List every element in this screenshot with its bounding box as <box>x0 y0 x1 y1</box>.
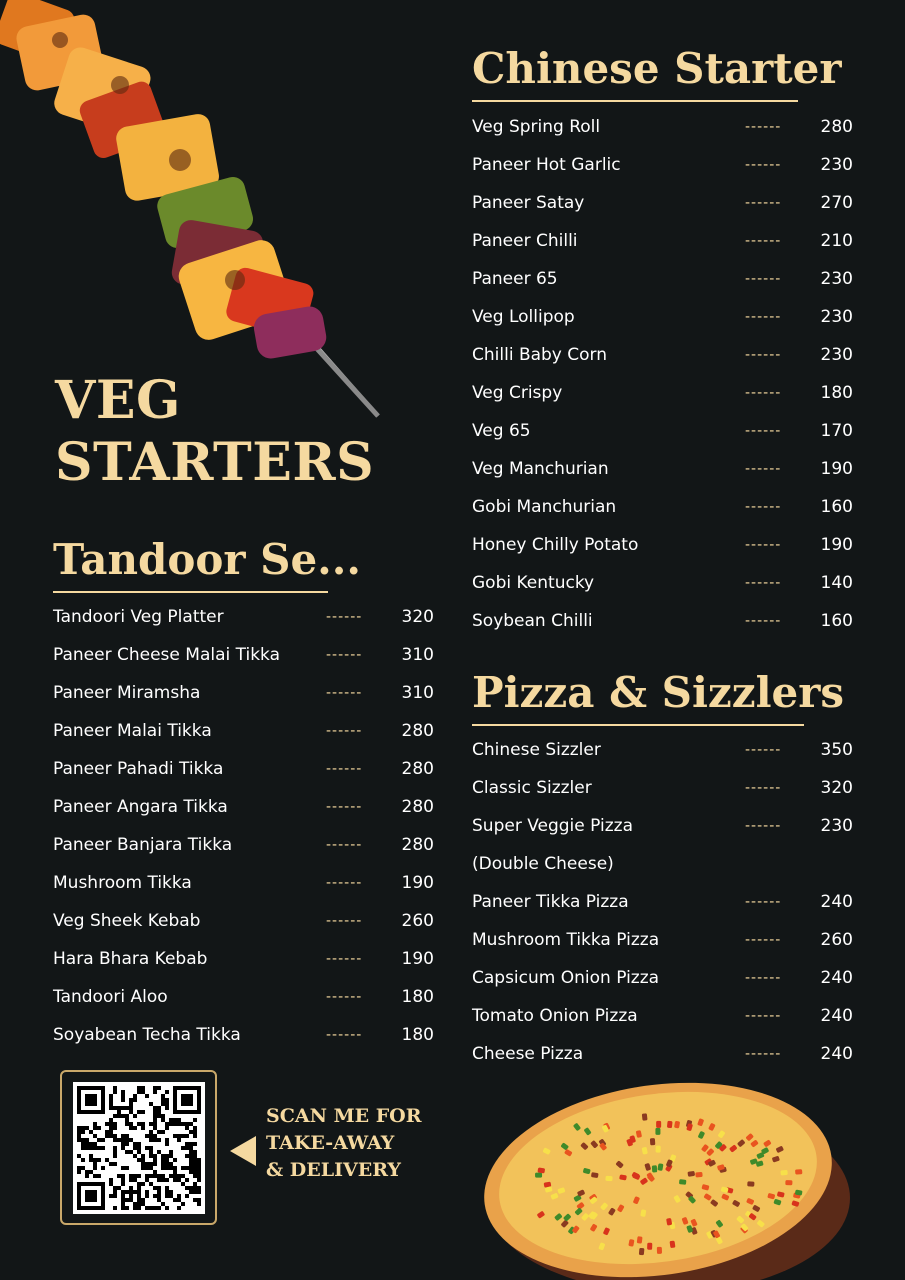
item-leader-dashes: ------ <box>745 537 782 553</box>
item-leader-dashes: ------ <box>745 970 782 986</box>
menu-item <box>53 636 434 674</box>
menu-item <box>53 674 434 712</box>
item-name: Paneer Hot Garlic <box>472 155 621 175</box>
item-name: Honey Chilly Potato <box>472 535 639 555</box>
menu-item <box>472 298 853 336</box>
item-name: Paneer Cheese Malai Tikka <box>53 645 281 665</box>
item-name: Gobi Kentucky <box>472 573 595 593</box>
item-name: Paneer Satay <box>472 193 585 213</box>
item-name: Paneer 65 <box>472 269 558 289</box>
item-name: Tomato Onion Pizza <box>472 1006 638 1026</box>
item-leader-dashes: ------ <box>745 233 782 249</box>
item-name: Paneer Miramsha <box>53 683 201 703</box>
item-leader-dashes: ------ <box>326 913 363 929</box>
menu-item <box>472 222 853 260</box>
item-price: 160 <box>820 497 853 517</box>
item-price: 180 <box>820 383 853 403</box>
item-name: Chinese Sizzler <box>472 740 601 760</box>
menu-item <box>472 374 853 412</box>
item-leader-dashes: ------ <box>745 157 782 173</box>
item-price: 320 <box>820 778 853 798</box>
item-leader-dashes: ------ <box>745 385 782 401</box>
menu-item <box>472 807 853 845</box>
item-name: Veg Sheek Kebab <box>53 911 201 931</box>
item-leader-dashes: ------ <box>745 742 782 758</box>
item-price: 210 <box>820 231 853 251</box>
item-name: Classic Sizzler <box>472 778 592 798</box>
item-leader-dashes: ------ <box>326 761 363 777</box>
menu-item <box>472 883 853 921</box>
item-name: Mushroom Tikka <box>53 873 192 893</box>
item-name: Veg Manchurian <box>472 459 609 479</box>
menu-item <box>472 450 853 488</box>
menu-item <box>472 146 853 184</box>
page-title <box>55 370 374 494</box>
item-leader-dashes: ------ <box>326 951 363 967</box>
item-price: 240 <box>820 1006 853 1026</box>
menu-item <box>472 997 853 1035</box>
item-leader-dashes: ------ <box>745 499 782 515</box>
menu-item <box>472 959 853 997</box>
menu-item <box>472 336 853 374</box>
item-leader-dashes: ------ <box>745 423 782 439</box>
item-name: Chilli Baby Corn <box>472 345 608 365</box>
item-leader-dashes: ------ <box>745 461 782 477</box>
item-name: Tandoori Veg Platter <box>53 607 224 627</box>
scan-line-2: TAKE-AWAY <box>266 1132 395 1154</box>
item-leader-dashes: ------ <box>326 837 363 853</box>
menu-item <box>472 564 853 602</box>
item-name: Soyabean Techa Tikka <box>53 1025 241 1045</box>
item-price: 310 <box>401 645 434 665</box>
item-name: Paneer Tikka Pizza <box>472 892 629 912</box>
item-name: Hara Bhara Kebab <box>53 949 208 969</box>
item-price: 280 <box>401 721 434 741</box>
item-price: 320 <box>401 607 434 627</box>
menu-item <box>53 902 434 940</box>
item-price: 190 <box>820 459 853 479</box>
menu-item <box>53 598 434 636</box>
menu-item <box>472 488 853 526</box>
section-heading-pizza: Pizza & Sizzlers <box>472 668 804 726</box>
item-leader-dashes: ------ <box>326 989 363 1005</box>
item-price: 230 <box>820 269 853 289</box>
item-leader-dashes: ------ <box>745 347 782 363</box>
menu-item <box>53 864 434 902</box>
qr-code-icon <box>73 1082 205 1214</box>
menu-list-chinese <box>472 108 853 640</box>
item-name: Veg 65 <box>472 421 531 441</box>
title-line-1: VEG <box>55 370 181 431</box>
item-name: Paneer Pahadi Tikka <box>53 759 224 779</box>
item-price: 160 <box>820 611 853 631</box>
qr-code-frame[interactable] <box>60 1070 217 1225</box>
item-price: 140 <box>820 573 853 593</box>
section-heading-chinese: Chinese Starter <box>472 44 798 102</box>
menu-item <box>472 412 853 450</box>
item-name: Veg Spring Roll <box>472 117 601 137</box>
item-price: 280 <box>401 759 434 779</box>
item-name: Paneer Angara Tikka <box>53 797 228 817</box>
item-name: Veg Crispy <box>472 383 563 403</box>
scan-instructions <box>266 1103 422 1184</box>
item-price: 180 <box>401 1025 434 1045</box>
item-leader-dashes: ------ <box>745 271 782 287</box>
menu-item <box>53 712 434 750</box>
item-leader-dashes: ------ <box>745 195 782 211</box>
item-leader-dashes: ------ <box>745 119 782 135</box>
item-leader-dashes: ------ <box>745 575 782 591</box>
item-price: 230 <box>820 307 853 327</box>
item-leader-dashes: ------ <box>745 932 782 948</box>
item-leader-dashes: ------ <box>745 1046 782 1062</box>
item-price: 180 <box>401 987 434 1007</box>
item-name: (Double Cheese) <box>472 854 614 874</box>
menu-item <box>472 526 853 564</box>
item-price: 280 <box>401 835 434 855</box>
menu-item <box>472 260 853 298</box>
item-price: 280 <box>401 797 434 817</box>
item-leader-dashes: ------ <box>745 780 782 796</box>
menu-item <box>53 750 434 788</box>
title-line-2: STARTERS <box>55 432 375 493</box>
item-name: Super Veggie Pizza <box>472 816 634 836</box>
item-leader-dashes: ------ <box>745 309 782 325</box>
menu-list-pizza <box>472 731 853 1073</box>
item-leader-dashes: ------ <box>326 875 363 891</box>
item-price: 190 <box>401 873 434 893</box>
item-price: 350 <box>820 740 853 760</box>
item-name: Veg Lollipop <box>472 307 575 327</box>
item-price: 190 <box>401 949 434 969</box>
item-leader-dashes: ------ <box>326 723 363 739</box>
menu-item <box>472 769 853 807</box>
item-price: 170 <box>820 421 853 441</box>
menu-item <box>53 978 434 1016</box>
scan-line-1: SCAN ME FOR <box>266 1105 422 1127</box>
item-price: 230 <box>820 816 853 836</box>
menu-item <box>53 940 434 978</box>
item-price: 260 <box>820 930 853 950</box>
kebab-skewer-image <box>0 0 400 430</box>
item-name: Paneer Malai Tikka <box>53 721 212 741</box>
section-heading-tandoor: Tandoor Se... <box>53 535 328 593</box>
item-name: Capsicum Onion Pizza <box>472 968 660 988</box>
item-leader-dashes: ------ <box>745 613 782 629</box>
menu-item <box>472 845 853 883</box>
menu-item <box>472 184 853 222</box>
item-price: 280 <box>820 117 853 137</box>
item-price: 240 <box>820 1044 853 1064</box>
item-leader-dashes: ------ <box>745 818 782 834</box>
item-leader-dashes: ------ <box>326 685 363 701</box>
item-price: 230 <box>820 345 853 365</box>
menu-item <box>53 788 434 826</box>
item-leader-dashes: ------ <box>745 894 782 910</box>
pizza-image <box>478 1068 850 1280</box>
item-price: 310 <box>401 683 434 703</box>
menu-item <box>472 731 853 769</box>
item-price: 240 <box>820 968 853 988</box>
item-name: Tandoori Aloo <box>53 987 168 1007</box>
menu-item <box>53 1016 434 1054</box>
menu-item <box>472 602 853 640</box>
menu-list-tandoor <box>53 598 434 1054</box>
item-name: Soybean Chilli <box>472 611 593 631</box>
item-name: Paneer Banjara Tikka <box>53 835 233 855</box>
item-leader-dashes: ------ <box>326 609 363 625</box>
item-name: Mushroom Tikka Pizza <box>472 930 660 950</box>
menu-item <box>472 108 853 146</box>
item-leader-dashes: ------ <box>326 647 363 663</box>
item-price: 190 <box>820 535 853 555</box>
item-price: 270 <box>820 193 853 213</box>
triangle-left-icon <box>230 1136 256 1166</box>
item-price: 260 <box>401 911 434 931</box>
menu-item <box>53 826 434 864</box>
scan-line-3: & DELIVERY <box>266 1159 401 1181</box>
item-leader-dashes: ------ <box>745 1008 782 1024</box>
item-price: 230 <box>820 155 853 175</box>
menu-item <box>472 921 853 959</box>
item-name: Paneer Chilli <box>472 231 578 251</box>
item-leader-dashes: ------ <box>326 1027 363 1043</box>
item-price: 240 <box>820 892 853 912</box>
item-leader-dashes: ------ <box>326 799 363 815</box>
item-name: Gobi Manchurian <box>472 497 617 517</box>
item-name: Cheese Pizza <box>472 1044 584 1064</box>
